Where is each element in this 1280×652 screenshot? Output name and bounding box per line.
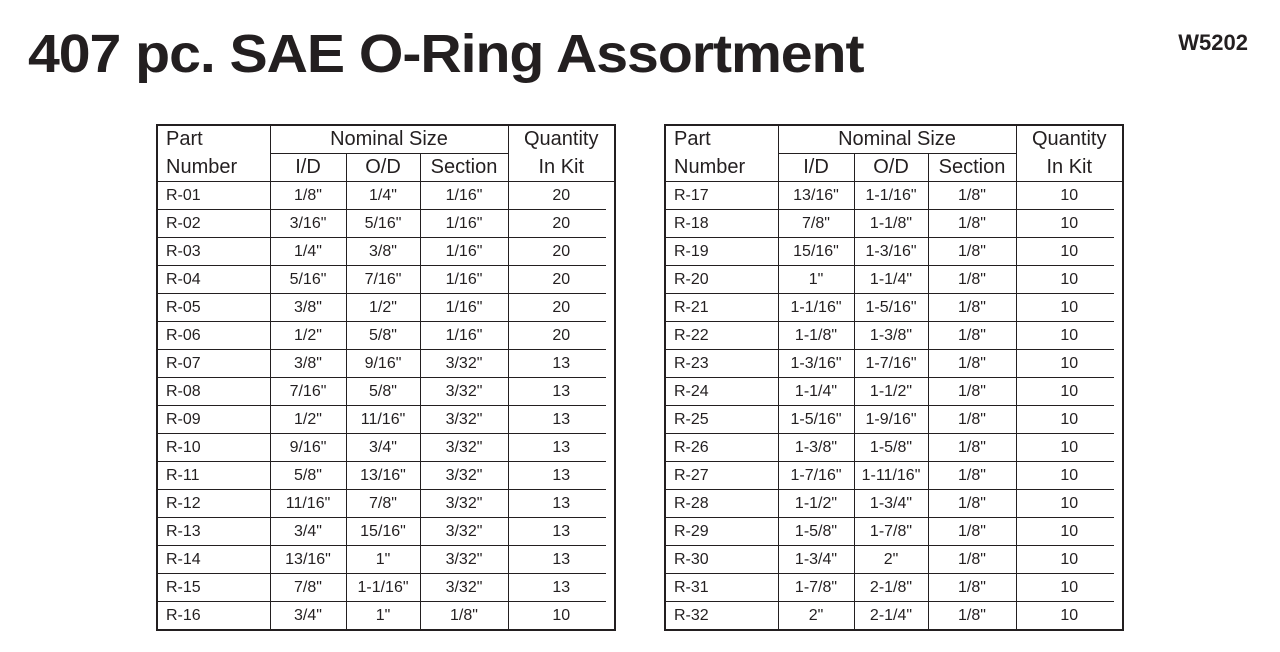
cell-part-number: R-32 bbox=[665, 602, 778, 631]
cell-part-number: R-08 bbox=[157, 378, 270, 406]
cell-outer-diameter: 13/16" bbox=[346, 462, 420, 490]
cell-section: 1/8" bbox=[928, 238, 1016, 266]
cell-part-number: R-12 bbox=[157, 490, 270, 518]
cell-outer-diameter: 1-11/16" bbox=[854, 462, 928, 490]
cell-inner-diameter: 1/2" bbox=[270, 406, 346, 434]
cell-part-number: R-23 bbox=[665, 350, 778, 378]
cell-inner-diameter: 13/16" bbox=[270, 546, 346, 574]
table-row bbox=[157, 602, 615, 631]
table-row bbox=[665, 574, 1123, 602]
cell-section: 1/16" bbox=[420, 238, 508, 266]
cell-section: 1/8" bbox=[928, 602, 1016, 631]
cell-quantity: 20 bbox=[508, 294, 615, 322]
cell-outer-diameter: 1-1/16" bbox=[854, 182, 928, 210]
table-row bbox=[157, 462, 615, 490]
cell-quantity: 13 bbox=[508, 518, 615, 546]
table-row bbox=[157, 322, 615, 350]
cell-part-number: R-25 bbox=[665, 406, 778, 434]
cell-part-number: R-19 bbox=[665, 238, 778, 266]
cell-section: 3/32" bbox=[420, 350, 508, 378]
cell-quantity: 10 bbox=[1060, 606, 1079, 624]
cell-quantity: 20 bbox=[508, 238, 615, 266]
cell-inner-diameter: 11/16" bbox=[270, 490, 346, 518]
table-row bbox=[665, 182, 1123, 210]
cell-outer-diameter: 7/16" bbox=[346, 266, 420, 294]
cell-outer-diameter: 5/8" bbox=[346, 322, 420, 350]
cell-part-number: R-30 bbox=[665, 546, 778, 574]
header-in-kit: In Kit bbox=[1016, 154, 1123, 182]
cell-part-number: R-03 bbox=[157, 238, 270, 266]
cell-outer-diameter: 3/4" bbox=[346, 434, 420, 462]
cell-part-number: R-15 bbox=[157, 574, 270, 602]
cell-outer-diameter: 7/8" bbox=[346, 490, 420, 518]
cell-inner-diameter: 3/4" bbox=[270, 518, 346, 546]
cell-inner-diameter: 1/8" bbox=[270, 182, 346, 210]
table-row bbox=[157, 182, 615, 210]
table-row bbox=[157, 434, 615, 462]
cell-part-number: R-10 bbox=[157, 434, 270, 462]
cell-quantity: 10 bbox=[1016, 294, 1123, 322]
cell-outer-diameter: 11/16" bbox=[346, 406, 420, 434]
cell-inner-diameter: 1-3/16" bbox=[778, 350, 854, 378]
header-row-top bbox=[665, 125, 1123, 154]
cell-section: 1/16" bbox=[420, 322, 508, 350]
cell-section: 3/32" bbox=[420, 406, 508, 434]
catalog-part-code: W5202 bbox=[1178, 30, 1248, 55]
cell-inner-diameter: 1-1/2" bbox=[778, 490, 854, 518]
cell-section: 1/8" bbox=[928, 182, 1016, 210]
cell-outer-diameter: 1/2" bbox=[346, 294, 420, 322]
cell-section: 3/32" bbox=[420, 434, 508, 462]
table-row bbox=[665, 266, 1123, 294]
cell-quantity: 10 bbox=[1016, 462, 1123, 490]
table-row bbox=[665, 294, 1123, 322]
cell-part-number: R-16 bbox=[157, 602, 270, 631]
cell-quantity: 13 bbox=[508, 406, 615, 434]
table-row bbox=[665, 490, 1123, 518]
cell-section: 1/8" bbox=[928, 518, 1016, 546]
table-row bbox=[665, 518, 1123, 546]
cell-inner-diameter: 3/4" bbox=[270, 602, 346, 631]
cell-part-number: R-11 bbox=[157, 462, 270, 490]
cell-outer-diameter: 1" bbox=[346, 546, 420, 574]
cell-inner-diameter: 7/8" bbox=[270, 574, 346, 602]
cell-section: 1/8" bbox=[928, 462, 1016, 490]
cell-quantity: 10 bbox=[1016, 350, 1123, 378]
cell-inner-diameter: 7/8" bbox=[778, 210, 854, 238]
cell-quantity: 13 bbox=[508, 490, 615, 518]
cell-section: 1/8" bbox=[928, 210, 1016, 238]
cell-part-number: R-28 bbox=[665, 490, 778, 518]
cell-outer-diameter: 1-1/4" bbox=[854, 266, 928, 294]
cell-quantity: 13 bbox=[508, 546, 615, 574]
cell-outer-diameter: 3/8" bbox=[346, 238, 420, 266]
header-nominal-size: Nominal Size bbox=[270, 125, 508, 154]
cell-outer-diameter: 5/8" bbox=[346, 378, 420, 406]
page-title: 407 pc. SAE O-Ring Assortment bbox=[28, 24, 864, 84]
table-body bbox=[665, 182, 1123, 631]
header-in-kit: In Kit bbox=[508, 154, 615, 182]
header-section: Section bbox=[420, 154, 508, 182]
cell-inner-diameter: 1-5/8" bbox=[778, 518, 854, 546]
cell-inner-diameter: 1-5/16" bbox=[778, 406, 854, 434]
table-row bbox=[665, 210, 1123, 238]
cell-part-number: R-26 bbox=[665, 434, 778, 462]
cell-outer-diameter: 1-1/8" bbox=[854, 210, 928, 238]
cell-outer-diameter: 1-3/16" bbox=[854, 238, 928, 266]
header-nominal-size: Nominal Size bbox=[778, 125, 1016, 154]
cell-quantity: 13 bbox=[508, 378, 615, 406]
table-row bbox=[157, 294, 615, 322]
table-row bbox=[157, 406, 615, 434]
cell-part-number: R-06 bbox=[157, 322, 270, 350]
cell-part-number: R-01 bbox=[157, 182, 270, 210]
cell-section: 3/32" bbox=[420, 378, 508, 406]
table-row bbox=[665, 238, 1123, 266]
cell-quantity: 10 bbox=[1016, 546, 1123, 574]
cell-part-number: R-07 bbox=[157, 350, 270, 378]
cell-inner-diameter: 3/16" bbox=[270, 210, 346, 238]
cell-inner-diameter: 1/2" bbox=[270, 322, 346, 350]
header-quantity: Quantity bbox=[1032, 128, 1107, 151]
cell-quantity: 10 bbox=[1016, 266, 1123, 294]
cell-quantity: 10 bbox=[1016, 238, 1123, 266]
cell-part-number: R-29 bbox=[665, 518, 778, 546]
table-row bbox=[665, 546, 1123, 574]
cell-part-number: R-21 bbox=[665, 294, 778, 322]
cell-part-number: R-13 bbox=[157, 518, 270, 546]
cell-inner-diameter: 1-1/4" bbox=[778, 378, 854, 406]
cell-section: 1/8" bbox=[928, 434, 1016, 462]
cell-outer-diameter: 1-1/2" bbox=[854, 378, 928, 406]
cell-section: 1/8" bbox=[928, 378, 1016, 406]
cell-outer-diameter: 1" bbox=[346, 602, 420, 631]
cell-section: 1/8" bbox=[928, 490, 1016, 518]
table-row bbox=[665, 350, 1123, 378]
cell-section: 1/16" bbox=[420, 266, 508, 294]
cell-part-number: R-18 bbox=[665, 210, 778, 238]
cell-quantity: 10 bbox=[1016, 210, 1123, 238]
cell-inner-diameter: 13/16" bbox=[778, 182, 854, 210]
table-row bbox=[665, 434, 1123, 462]
cell-inner-diameter: 5/8" bbox=[270, 462, 346, 490]
header-number: Number bbox=[157, 154, 270, 182]
cell-inner-diameter: 3/8" bbox=[270, 294, 346, 322]
cell-part-number: R-14 bbox=[157, 546, 270, 574]
cell-part-number: R-17 bbox=[665, 182, 778, 210]
table-row bbox=[157, 518, 615, 546]
cell-quantity: 20 bbox=[508, 266, 615, 294]
cell-section: 3/32" bbox=[420, 490, 508, 518]
header-section: Section bbox=[928, 154, 1016, 182]
cell-quantity: 20 bbox=[508, 210, 615, 238]
cell-part-number: R-09 bbox=[157, 406, 270, 434]
cell-section: 3/32" bbox=[420, 546, 508, 574]
cell-outer-diameter: 1-3/4" bbox=[854, 490, 928, 518]
cell-section: 1/8" bbox=[420, 602, 508, 631]
cell-section: 1/16" bbox=[420, 182, 508, 210]
table-row bbox=[157, 350, 615, 378]
cell-part-number: R-22 bbox=[665, 322, 778, 350]
cell-inner-diameter: 1-3/8" bbox=[778, 434, 854, 462]
cell-section: 1/8" bbox=[928, 406, 1016, 434]
table-row bbox=[157, 546, 615, 574]
cell-outer-diameter: 9/16" bbox=[346, 350, 420, 378]
cell-outer-diameter: 1-7/8" bbox=[854, 518, 928, 546]
oring-table-left bbox=[156, 124, 616, 631]
cell-quantity: 10 bbox=[1016, 518, 1123, 546]
cell-quantity: 10 bbox=[1016, 574, 1123, 602]
table-row bbox=[157, 210, 615, 238]
table-row bbox=[157, 378, 615, 406]
cell-inner-diameter: 1-3/4" bbox=[778, 546, 854, 574]
cell-quantity: 13 bbox=[508, 350, 615, 378]
header-part: Part bbox=[665, 125, 778, 154]
cell-quantity: 13 bbox=[508, 574, 615, 602]
oring-table-right bbox=[664, 124, 1124, 631]
cell-outer-diameter: 2-1/8" bbox=[854, 574, 928, 602]
cell-quantity: 10 bbox=[1016, 406, 1123, 434]
cell-outer-diameter: 15/16" bbox=[346, 518, 420, 546]
table-body bbox=[157, 182, 615, 631]
cell-inner-diameter: 1-1/8" bbox=[778, 322, 854, 350]
cell-part-number: R-20 bbox=[665, 266, 778, 294]
cell-outer-diameter: 1-1/16" bbox=[346, 574, 420, 602]
cell-section: 1/8" bbox=[928, 322, 1016, 350]
cell-section: 3/32" bbox=[420, 518, 508, 546]
cell-section: 1/8" bbox=[928, 266, 1016, 294]
header-row-bottom bbox=[665, 154, 1123, 182]
cell-part-number: R-02 bbox=[157, 210, 270, 238]
cell-part-number: R-24 bbox=[665, 378, 778, 406]
cell-outer-diameter: 1-5/8" bbox=[854, 434, 928, 462]
cell-inner-diameter: 1" bbox=[778, 266, 854, 294]
header-quantity: Quantity bbox=[524, 128, 599, 151]
cell-outer-diameter: 5/16" bbox=[346, 210, 420, 238]
cell-section: 1/16" bbox=[420, 294, 508, 322]
cell-section: 1/8" bbox=[928, 546, 1016, 574]
cell-inner-diameter: 15/16" bbox=[778, 238, 854, 266]
cell-section: 3/32" bbox=[420, 462, 508, 490]
table-row bbox=[157, 490, 615, 518]
cell-inner-diameter: 7/16" bbox=[270, 378, 346, 406]
cell-inner-diameter: 2" bbox=[778, 602, 854, 631]
cell-outer-diameter: 1-5/16" bbox=[854, 294, 928, 322]
cell-section: 1/8" bbox=[928, 574, 1016, 602]
cell-outer-diameter: 1-7/16" bbox=[854, 350, 928, 378]
cell-outer-diameter: 1-9/16" bbox=[854, 406, 928, 434]
cell-part-number: R-27 bbox=[665, 462, 778, 490]
table-row bbox=[665, 378, 1123, 406]
header-part: Part bbox=[157, 125, 270, 154]
table-row bbox=[665, 322, 1123, 350]
cell-part-number: R-04 bbox=[157, 266, 270, 294]
table-row bbox=[665, 462, 1123, 490]
cell-outer-diameter: 1/4" bbox=[346, 182, 420, 210]
header-row-top bbox=[157, 125, 615, 154]
cell-quantity: 20 bbox=[508, 322, 615, 350]
cell-inner-diameter: 3/8" bbox=[270, 350, 346, 378]
cell-section: 1/16" bbox=[420, 210, 508, 238]
cell-outer-diameter: 2-1/4" bbox=[854, 602, 928, 631]
table-row bbox=[665, 602, 1123, 631]
header-row-bottom bbox=[157, 154, 615, 182]
cell-quantity: 10 bbox=[1016, 490, 1123, 518]
cell-inner-diameter: 5/16" bbox=[270, 266, 346, 294]
cell-inner-diameter: 1-7/16" bbox=[778, 462, 854, 490]
cell-outer-diameter: 1-3/8" bbox=[854, 322, 928, 350]
cell-inner-diameter: 1-1/16" bbox=[778, 294, 854, 322]
cell-quantity: 10 bbox=[1016, 434, 1123, 462]
table-row bbox=[157, 266, 615, 294]
cell-part-number: R-31 bbox=[665, 574, 778, 602]
cell-section: 1/8" bbox=[928, 350, 1016, 378]
cell-part-number: R-05 bbox=[157, 294, 270, 322]
cell-quantity: 10 bbox=[1016, 378, 1123, 406]
cell-quantity: 10 bbox=[552, 606, 571, 624]
cell-quantity: 10 bbox=[1016, 182, 1123, 210]
cell-quantity: 13 bbox=[508, 462, 615, 490]
cell-outer-diameter: 2" bbox=[854, 546, 928, 574]
cell-quantity: 10 bbox=[1016, 322, 1123, 350]
table-row bbox=[665, 406, 1123, 434]
header-id: I/D bbox=[270, 154, 346, 182]
table-row bbox=[157, 574, 615, 602]
header-od: O/D bbox=[346, 154, 420, 182]
cell-quantity: 13 bbox=[508, 434, 615, 462]
table-row bbox=[157, 238, 615, 266]
header-od: O/D bbox=[854, 154, 928, 182]
header-number: Number bbox=[665, 154, 778, 182]
cell-quantity: 20 bbox=[508, 182, 615, 210]
cell-inner-diameter: 1/4" bbox=[270, 238, 346, 266]
cell-section: 1/8" bbox=[928, 294, 1016, 322]
cell-section: 3/32" bbox=[420, 574, 508, 602]
cell-inner-diameter: 9/16" bbox=[270, 434, 346, 462]
cell-inner-diameter: 1-7/8" bbox=[778, 574, 854, 602]
header-id: I/D bbox=[778, 154, 854, 182]
